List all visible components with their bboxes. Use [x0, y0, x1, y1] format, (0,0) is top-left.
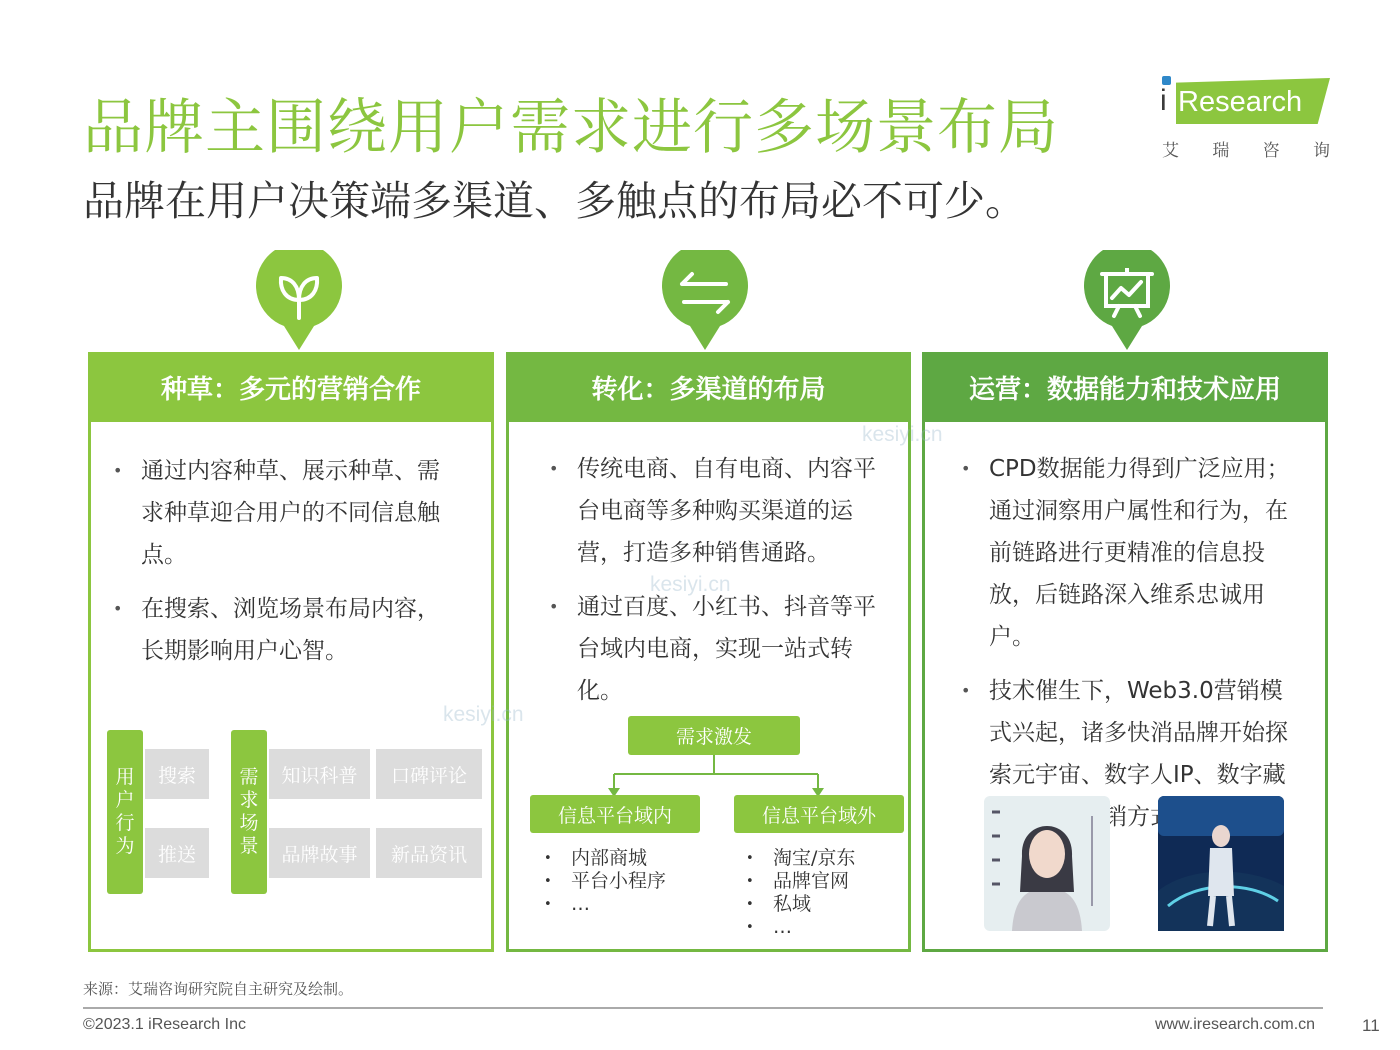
list-item: • …: [544, 893, 666, 916]
search-box: 搜索: [145, 749, 209, 799]
list-item: • 通过百度、小红书、抖音等平台域内电商，实现一站式转化。: [547, 586, 877, 712]
logo-cn-char: 艾: [1162, 141, 1179, 161]
logo-cn-char: 瑞: [1212, 141, 1230, 161]
push-box: 推送: [145, 828, 209, 878]
list-item: • 在搜索、浏览场景布局内容，长期影响用户心智。: [111, 588, 451, 672]
logo-cn-char: 咨: [1262, 141, 1280, 161]
user-behavior-tag: 用 户 行 为: [107, 730, 143, 894]
copyright: ©2023.1 iResearch Inc: [83, 1016, 246, 1033]
out-platform-box: 信息平台域外: [734, 795, 904, 833]
source-note: 来源：艾瑞咨询研究院自主研究及绘制。: [83, 980, 354, 998]
list-item: • 技术催生下，Web3.0营销模式兴起，诸多快消品牌开始探索元宇宙、数字人IP、数字藏 新的营销方式。: [959, 670, 1299, 838]
iresearch-logo: [1160, 74, 1330, 164]
list-item: • 平台小程序: [544, 870, 666, 893]
panel-seeding: [88, 352, 494, 952]
footer-divider: [83, 1007, 1323, 1009]
page-subtitle: 品牌在用户决策端多渠道、多触点的布局必不可少。: [83, 177, 1026, 225]
panel-conversion: [506, 352, 911, 952]
new-product-box: 新品资讯: [376, 828, 482, 878]
watermark: kesiyi.cn: [650, 573, 731, 596]
knowledge-box: 知识科普: [269, 749, 370, 799]
logo-i-letter: i: [1160, 84, 1167, 117]
virtual-human-poster-image: [984, 796, 1110, 931]
panel-operation: [922, 352, 1328, 952]
list-item: • …: [746, 916, 855, 939]
logo-text: Research: [1178, 86, 1303, 118]
out-platform-list: [746, 847, 855, 939]
logo-cn-char: 询: [1312, 141, 1330, 161]
list-item: • CPD数据能力得到广泛应用；通过洞察用户属性和行为，在前链路进行更精准的信息投放，后链路深入维系忠诚用户。: [959, 448, 1299, 658]
exchange-arrows-icon: [662, 250, 748, 350]
review-box: 口碑评论: [376, 749, 482, 799]
watermark: kesiyi.cn: [443, 703, 524, 726]
page-title: 品牌主围绕用户需求进行多场景布局: [83, 93, 1059, 163]
panel-seeding-title: 种草：多元的营销合作: [88, 352, 494, 422]
website: www.iresearch.com.cn: [1155, 1016, 1316, 1033]
demand-scene-tag: 需 求 场 景: [231, 730, 267, 894]
panel-operation-bullets: [959, 448, 1299, 850]
panel-operation-title: 运营：数据能力和技术应用: [922, 352, 1328, 422]
in-platform-list: [544, 847, 666, 916]
presentation-chart-icon: [1084, 250, 1170, 350]
list-item: • 通过内容种草、展示种草、需求种草迎合用户的不同信息触点。: [111, 450, 451, 576]
list-item: • 淘宝/京东: [746, 847, 855, 870]
virtual-human-car-image: [1158, 796, 1284, 931]
panel-conversion-body: [506, 422, 911, 952]
list-item: • 内部商城: [544, 847, 666, 870]
panel-operation-body: [922, 422, 1328, 952]
list-item: • 传统电商、自有电商、内容平台电商等多种购买渠道的运营，打造多种销售通路。: [547, 448, 877, 574]
in-platform-box: 信息平台域内: [530, 795, 700, 833]
brand-story-box: 品牌故事: [269, 828, 370, 878]
demand-stimulate-box: 需求激发: [628, 716, 800, 755]
logo-cn-text: [1162, 136, 1330, 161]
sprout-icon: [256, 250, 342, 350]
panel-seeding-bullets: [111, 450, 451, 684]
list-item: • 品牌官网: [746, 870, 855, 893]
list-item: • 私域: [746, 893, 855, 916]
panel-seeding-body: [88, 422, 494, 952]
page-number: 11: [1362, 1016, 1380, 1035]
watermark: kesiyi.cn: [862, 423, 943, 446]
panel-conversion-title: 转化：多渠道的布局: [506, 352, 911, 422]
